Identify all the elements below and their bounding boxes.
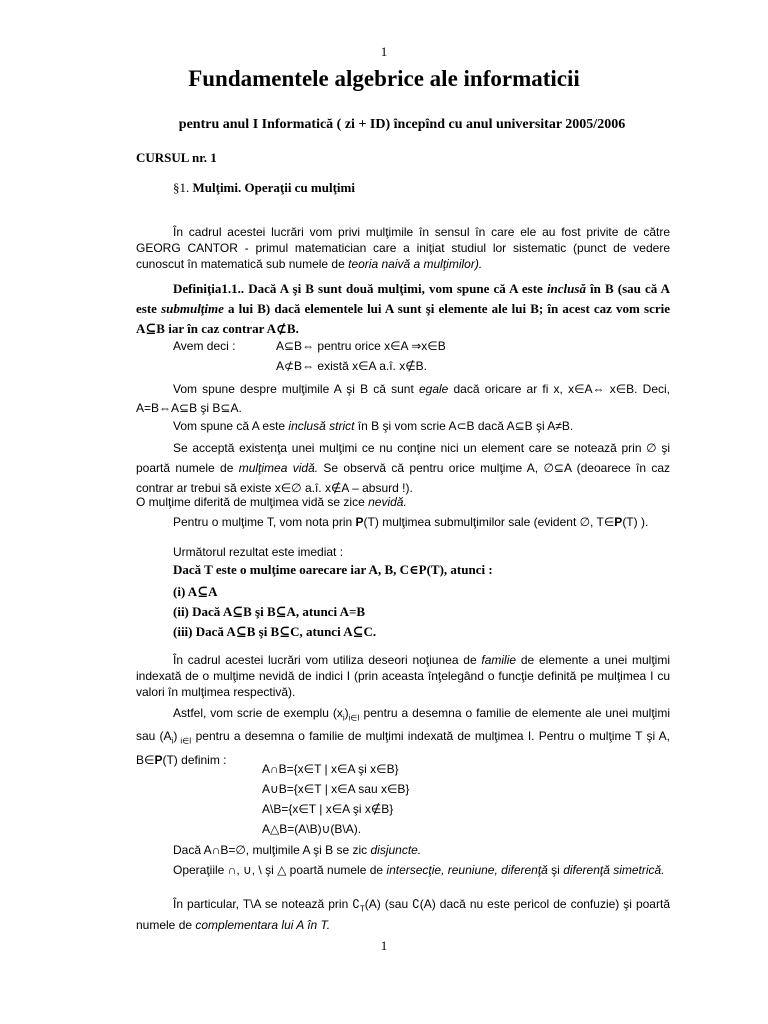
op-union: A∪B={x∈T | x∈A sau x∈B} bbox=[262, 782, 410, 796]
egale-paragraph: Vom spune despre mulţimile A şi B că sunt egale dacă oricare ar fi x, x∈A⇔ x∈B. Deci, A=B⇔A⊆B şi B⊆A. bbox=[136, 382, 670, 415]
nevida-line: O mulţime diferită de mulţimea vidă se zice nevidă. bbox=[136, 495, 407, 509]
urmatorul-line: Următorul rezultat este imediat : bbox=[173, 545, 344, 559]
section-heading bbox=[173, 180, 355, 196]
avem-line-2: A⊄B⇔ există x∈A a.î. x∉B. bbox=[276, 359, 428, 373]
section-title: Mulţimi. Operaţii cu mulţimi bbox=[192, 180, 355, 195]
astfel-paragraph: Astfel, vom scrie de exemplu $(x_i)_{i\in I}$ pentru a desemna o familie de elemente ale unei mulţimi sau $(A_i)$ $_{i\in I}$ pentru a desemna o familie de mulţimi indexată de mulţimea I. Pentru o mulţime T şi A, B∈P(T) definim : bbox=[136, 706, 670, 767]
result-item-1: (i) A⊆A bbox=[173, 584, 218, 599]
parts-line: Pentru o mulţime T, vom nota prin P(T) mulţimea submulţimilor sale (evident ∅, T∈P(T) ). bbox=[173, 515, 649, 529]
section-number: §1. bbox=[173, 180, 190, 195]
op-difference: A\B={x∈T | x∈A şi x∉B} bbox=[262, 802, 394, 816]
result-item-2: (ii) Dacă A⊆B şi B⊆A, atunci A=B bbox=[173, 604, 366, 619]
vida-paragraph: Se acceptă existenţa unei mulţimi ce nu conţine nici un element care se notează prin ∅ şi poartă numele de mulţimea vidă. Se observă că pentru orice mulţime A, ∅⊆A (deoarece în caz contrar ar trebui să existe x∈∅ a.î. x∉A – absurd !). bbox=[136, 441, 670, 495]
definition-1-1: Definiţia1.1.. Dacă A şi B sunt două mulţimi, vom spune că A este inclusă în B (sau că A este submulţime a lui B) dacă elementele lui A sunt şi elemente ale lui B; în acest caz vom scrie A⊆B iar în caz contrar A⊄B. bbox=[136, 281, 670, 336]
opnames-paragraph: Operaţiile ∩, ∪, \ şi △ poartă numele de intersecţie, reuniune, diferenţă şi diferenţă simetrică. bbox=[173, 863, 665, 877]
avem-label: Avem deci : bbox=[173, 339, 236, 353]
op-intersection: A∩B={x∈T | x∈A şi x∈B} bbox=[262, 762, 399, 776]
page-subtitle: pentru anul I Informatică ( zi + ID) începînd cu anul universitar 2005/2006 bbox=[178, 117, 626, 132]
familie-paragraph: În cadrul acestei lucrări vom utiliza deseori noţiunea de familie de elemente a unei mulţimi indexată de o mulţime nevidă de indici I (prin aceasta înţelegând o funcţie definită pe mulţimea I cu valori în mulţimea respectivă). bbox=[136, 653, 670, 699]
course-heading: CURSUL nr. 1 bbox=[136, 150, 217, 165]
page-number-bottom: 1 bbox=[380, 938, 388, 953]
page-number-top: 1 bbox=[380, 44, 388, 59]
result-head: Dacă T este o mulţime oarecare iar A, B, C∈P(T), atunci : bbox=[173, 562, 493, 577]
op-symmetric-difference: A△B=(A\B)∪(B\A). bbox=[262, 822, 362, 836]
complement-paragraph: În particular, T\A se notează prin $∁_T(A)$ (sau ∁(A) dacă nu este pericol de confuzie) şi poartă numele de complementara lui A în T. bbox=[136, 897, 670, 933]
avem-line-1: A⊆B⇔ pentru orice x∈A ⇒x∈B bbox=[276, 339, 446, 353]
strict-paragraph: Vom spune că A este inclusă strict în B şi vom scrie A⊂B dacă A⊆B şi A≠B. bbox=[173, 419, 574, 433]
page-title: Fundamentele algebrice ale informaticii bbox=[188, 66, 580, 91]
intro-paragraph: În cadrul acestei lucrări vom privi mulţimile în sensul în care ele au fost privite de către GEORG CANTOR - primul matematician care a iniţiat studiul lor sistematic (punct de vedere cunoscut în matematică sub numele de teoria naivă a mulţimilor). bbox=[136, 225, 670, 271]
result-item-3: (iii) Dacă A⊆B şi B⊆C, atunci A⊆C. bbox=[173, 624, 377, 639]
disjuncte-line: Dacă A∩B=∅, mulţimile A şi B se zic disjuncte. bbox=[173, 843, 422, 857]
